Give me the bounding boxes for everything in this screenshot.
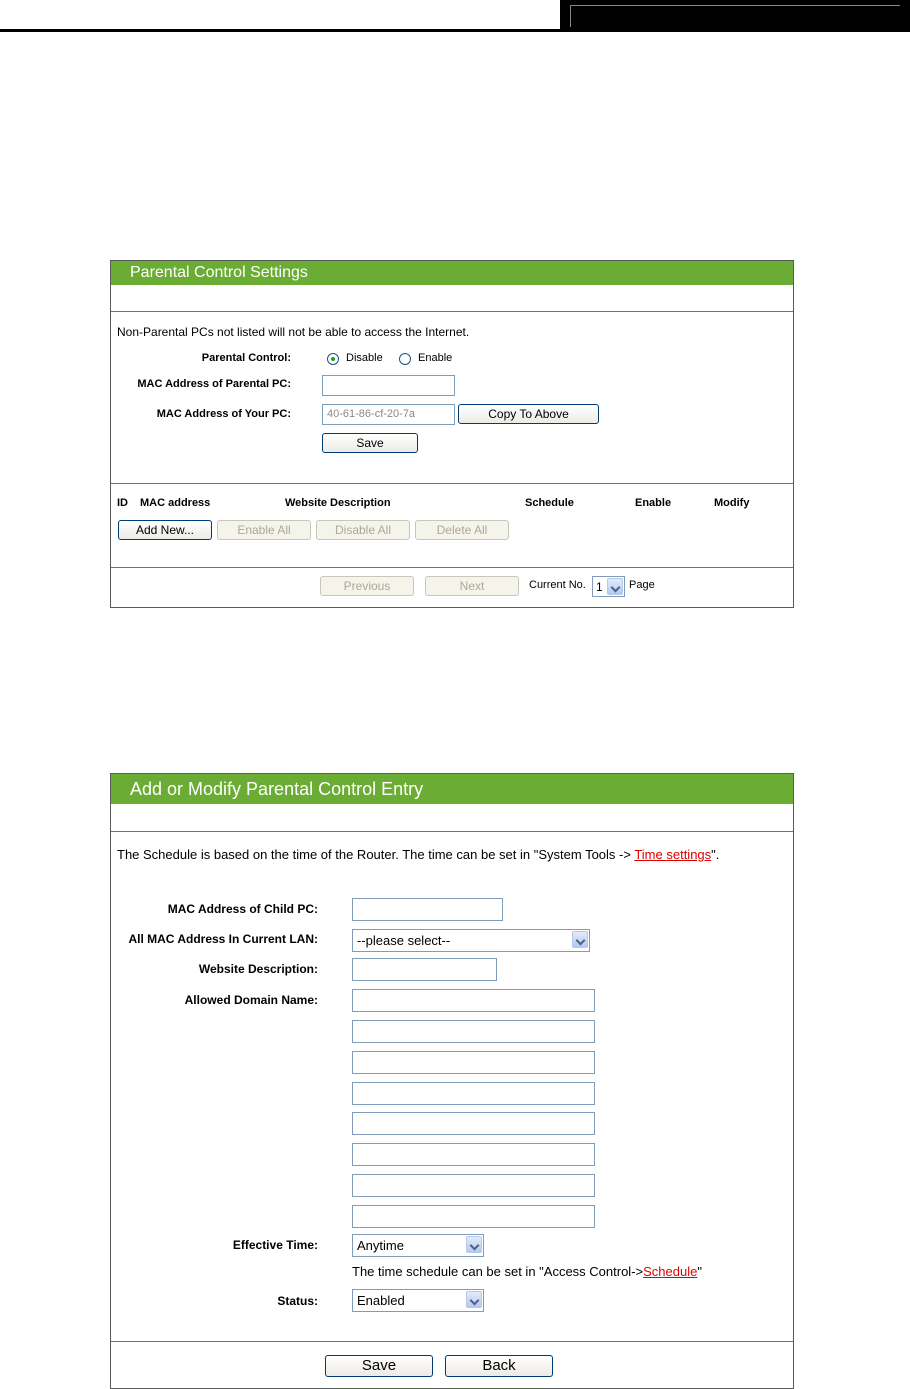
notice-text: Non-Parental PCs not listed will not be able to access the Internet. [117, 325, 470, 339]
document-header-rule [0, 29, 560, 32]
panel-title: Parental Control Settings [111, 261, 793, 285]
mac-child-input[interactable] [352, 898, 503, 921]
parental-control-settings-panel [110, 260, 794, 608]
effective-time-value: Anytime [357, 1238, 404, 1253]
add-new-button[interactable]: Add New... [118, 520, 212, 540]
website-description-label: Website Description: [198, 962, 318, 976]
allowed-domain-input-3[interactable] [352, 1051, 595, 1074]
status-select[interactable] [352, 1289, 484, 1312]
allowed-domain-input-4[interactable] [352, 1082, 595, 1105]
allowed-domain-input-5[interactable] [352, 1112, 595, 1135]
current-no-label: Current No. [529, 579, 586, 591]
all-mac-label: All MAC Address In Current LAN: [128, 932, 318, 946]
disable-label: Disable [346, 352, 383, 364]
status-value: Enabled [357, 1293, 405, 1308]
all-mac-select[interactable] [352, 929, 590, 952]
copy-to-above-button[interactable]: Copy To Above [458, 404, 599, 424]
divider [111, 311, 793, 312]
disable-radio[interactable] [327, 353, 339, 365]
mac-your-pc-input[interactable]: 40-61-86-cf-20-7a [322, 404, 455, 425]
schedule-link[interactable]: Schedule [643, 1264, 698, 1279]
mac-parental-input[interactable] [322, 375, 455, 396]
chevron-down-icon [607, 578, 623, 595]
allowed-domain-label: Allowed Domain Name: [184, 993, 318, 1007]
column-header-modify: Modify [714, 497, 750, 509]
column-header-enable: Enable [635, 497, 672, 509]
all-mac-select-value: --please select-- [357, 933, 451, 948]
disable-all-button[interactable]: Disable All [316, 520, 410, 540]
parental-control-label: Parental Control: [201, 352, 291, 364]
save-button[interactable]: Save [322, 433, 418, 453]
divider [111, 567, 793, 568]
mac-parental-label: MAC Address of Parental PC: [137, 378, 291, 390]
enable-radio[interactable] [399, 353, 411, 365]
page-label: Page [629, 579, 655, 591]
column-header-mac-address: MAC address [140, 497, 211, 509]
column-header-website-description: Website Description [285, 497, 391, 509]
time-settings-link[interactable]: Time settings [634, 847, 712, 862]
back-button[interactable]: Back [445, 1355, 553, 1377]
divider [111, 1341, 793, 1342]
allowed-domain-input-1[interactable] [352, 989, 595, 1012]
schedule-note-prefix: The Schedule is based on the time of the Router. The time can be set in "System Tools -> [117, 847, 635, 862]
previous-button[interactable]: Previous [320, 576, 414, 596]
chevron-down-icon [466, 1291, 482, 1308]
allowed-domain-input-8[interactable] [352, 1205, 595, 1228]
delete-all-button[interactable]: Delete All [415, 520, 509, 540]
chevron-down-icon [572, 931, 588, 948]
chevron-down-icon [466, 1236, 482, 1253]
mac-your-pc-label: MAC Address of Your PC: [156, 408, 291, 420]
page-select[interactable] [592, 576, 625, 597]
page-select-value: 1 [596, 580, 603, 594]
column-header-schedule: Schedule [525, 497, 574, 509]
document-header-frame [570, 5, 900, 27]
save-button[interactable]: Save [325, 1355, 433, 1377]
panel-title: Add or Modify Parental Control Entry [111, 774, 793, 804]
allowed-domain-input-7[interactable] [352, 1174, 595, 1197]
website-description-input[interactable] [352, 958, 497, 981]
allowed-domain-input-6[interactable] [352, 1143, 595, 1166]
time-note-prefix: The time schedule can be set in "Access Control-> [352, 1264, 644, 1279]
divider [111, 831, 793, 832]
enable-label: Enable [418, 352, 453, 364]
effective-time-label: Effective Time: [232, 1238, 318, 1252]
enable-all-button[interactable]: Enable All [217, 520, 311, 540]
allowed-domain-input-2[interactable] [352, 1020, 595, 1043]
add-modify-entry-panel [110, 773, 794, 1389]
divider [111, 483, 793, 484]
effective-time-select[interactable] [352, 1234, 484, 1257]
time-schedule-note [352, 1264, 702, 1279]
mac-child-label: MAC Address of Child PC: [167, 902, 318, 916]
schedule-note-suffix: ". [711, 847, 720, 862]
schedule-note [117, 847, 719, 862]
next-button[interactable]: Next [425, 576, 519, 596]
column-header-id: ID [117, 497, 128, 509]
time-note-suffix: " [697, 1264, 702, 1279]
status-label: Status: [277, 1294, 318, 1308]
